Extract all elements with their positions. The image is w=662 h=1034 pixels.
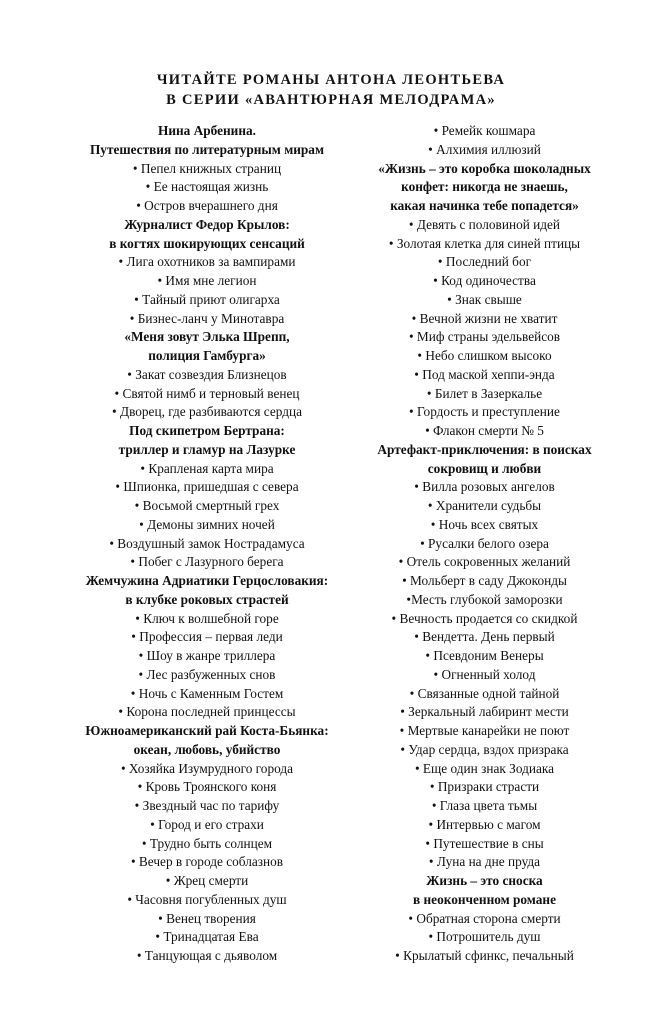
book-title-item: • Псевдоним Венеры (425, 648, 544, 663)
left-book-list (72, 122, 342, 966)
series-title-line: какая начинка тебе попадется» (390, 198, 579, 213)
book-title-item: • Ремейк кошмара (433, 123, 536, 138)
book-title-item: • Город и его страхи (150, 816, 264, 832)
book-title-item: • Воздушный замок Нострадамуса (109, 535, 305, 551)
book-title-item: • Венец творения (158, 910, 256, 926)
book-title-item: • Небо слишком высоко (417, 348, 552, 363)
book-title-item: • Последний бог (437, 254, 532, 270)
book-title-item: • Ее настоящая жизнь (145, 179, 269, 195)
book-title-item: • Бизнес-ланч у Минотавра (129, 310, 285, 326)
book-title-item: • Остров вчерашнего дня (136, 198, 278, 213)
book-title-item: • Вилла розовых ангелов (414, 479, 555, 495)
book-title-item: • Код одиночества (433, 273, 536, 288)
book-title-item: • Трудно быть солнцем (141, 835, 273, 851)
series-title-line: «Жизнь – это коробка шоколадных (378, 160, 591, 176)
book-title-item: • Часовня погубленных душ (127, 891, 287, 907)
heading-line-2: В СЕРИИ «АВАНТЮРНАЯ МЕЛОДРАМА» (166, 91, 496, 108)
book-title-item: • Крылатый сфинкс, печальный (395, 948, 574, 963)
series-title-line: Южноамериканский рай Коста-Бьянка: (85, 723, 329, 738)
book-title-item: • Профессия – первая леди (131, 629, 283, 645)
book-title-item: • Ночь с Каменным Гостем (130, 685, 284, 701)
series-title-line: «Меня зовут Элька Шрепп, (124, 329, 290, 345)
book-title-item: • Святой нимб и терновый венец (114, 385, 300, 401)
book-title-item: • Лига охотников за вампирами (118, 254, 296, 270)
book-title-item: • Мертвые канарейки не поют (399, 723, 570, 738)
book-title-item: • Ключ к волшебной горе (135, 610, 279, 626)
series-title-line: в когтях шокирующих сенсаций (109, 235, 305, 251)
book-title-item: • Призраки страсти (429, 779, 540, 795)
series-title-line: Журналист Федор Крылов: (124, 216, 290, 232)
book-title-item: • Закат созвездия Близнецов (127, 366, 287, 382)
book-title-item: • Хранители судьбы (427, 498, 542, 513)
book-title-item: • Вечность продается со скидкой (391, 610, 578, 626)
book-title-item: • Шоу в жанре триллера (138, 648, 276, 663)
book-title-item: • Луна на дне пруда (428, 854, 541, 870)
right-book-list (343, 122, 626, 966)
book-title-item: • Отель сокровенных желаний (398, 554, 571, 570)
book-title-item: • Глаза цвета тьмы (431, 798, 538, 813)
series-title-line: Путешествия по литературным мирам (89, 141, 325, 157)
book-title-item: • Путешествие в сны (425, 835, 544, 851)
series-title-line: Нина Арбенина. (158, 123, 256, 138)
book-title-item: • Алхимия иллюзий (428, 141, 541, 157)
book-title-item: • Шпионка, пришедшая с севера (115, 479, 299, 495)
series-title-line: Жемчужина Адриатики Герцословакия: (85, 573, 329, 588)
book-title-item: • Билет в Зазеркалье (426, 385, 543, 401)
book-title-item: • Вендетта. День первый (414, 629, 555, 645)
book-title-item: • Девять с половиной идей (408, 216, 561, 232)
book-title-item: • Тайный приют олигарха (134, 291, 280, 307)
series-title-line: конфет: никогда не знаешь, (401, 179, 568, 195)
book-title-item: • Потрошитель душ (428, 929, 541, 945)
series-title-line: в клубке роковых страстей (125, 591, 289, 607)
book-title-item: • Флакон смерти № 5 (425, 423, 544, 438)
book-title-item: • Зеркальный лабиринт мести (400, 704, 569, 720)
series-title-line: Жизнь – это сноска (426, 873, 543, 888)
book-title-item: •Месть глубокой заморозки (406, 591, 563, 607)
heading-line-1: ЧИТАЙТЕ РОМАНЫ АНТОНА ЛЕОНТЬЕВА (156, 72, 506, 88)
series-title-line: Под скипетром Бертрана: (129, 423, 285, 438)
book-title-item: • Побег с Лазурного берега (130, 554, 284, 570)
series-title-line: Артефакт-приключения: в поисках (377, 441, 592, 457)
book-title-item: • Связанные одной тайной (409, 685, 560, 701)
book-title-item: • Корона последней принцессы (118, 704, 296, 720)
series-title-line: триллер и гламур на Лазурке (118, 441, 296, 457)
book-title-item: • Миф страны эдельвейсов (408, 329, 561, 345)
book-title-item: • Лес разбуженных снов (138, 666, 276, 682)
book-title-item: • Знак свыше (447, 291, 522, 307)
book-title-item: • Восьмой смертный грех (134, 498, 280, 513)
series-title-line: сокровищ и любви (427, 460, 542, 476)
book-title-item: • Демоны зимних ночей (139, 516, 275, 532)
book-title-item: • Интервью с магом (428, 816, 541, 832)
book-title-item: • Дворец, где разбиваются сердца (112, 404, 302, 420)
series-title-line: океан, любовь, убийство (133, 741, 281, 757)
book-title-item: • Удар сердца, вздох призрака (400, 741, 569, 757)
series-title-line: в неоконченном романе (413, 891, 556, 907)
book-title-item: • Золотая клетка для синей птицы (388, 235, 581, 251)
book-title-item: • Пепел книжных страниц (132, 160, 282, 176)
book-title-item: • Танцующая с дьяволом (136, 948, 278, 963)
book-title-item: • Вечной жизни не хватит (411, 310, 558, 326)
book-title-item: • Гордость и преступление (409, 404, 560, 420)
book-title-item: • Мольберт в саду Джоконды (402, 573, 567, 588)
book-title-item: • Обратная сторона смерти (408, 910, 561, 926)
book-title-item: • Огненный холод (433, 666, 536, 682)
book-title-item: • Хозяйка Изумрудного города (120, 760, 294, 776)
book-title-item: • Кровь Троянского коня (137, 779, 277, 795)
book-title-item: • Звездный час по тарифу (134, 798, 280, 813)
book-title-item: • Вечер в городе соблазнов (130, 854, 284, 870)
book-title-item: • Жрец смерти (165, 873, 249, 888)
book-title-item: • Крапленая карта мира (140, 460, 274, 476)
series-heading (0, 71, 662, 110)
book-title-item: • Под маской хеппи-энда (414, 366, 555, 382)
book-title-item: • Русалки белого озера (420, 535, 549, 551)
book-title-item: • Еще один знак Зодиака (414, 760, 555, 776)
book-title-item: • Имя мне легион (157, 273, 257, 288)
book-title-item: • Тринадцатая Ева (155, 929, 259, 945)
book-title-item: • Ночь всех святых (430, 516, 539, 532)
series-title-line: полиция Гамбурга» (148, 348, 266, 363)
